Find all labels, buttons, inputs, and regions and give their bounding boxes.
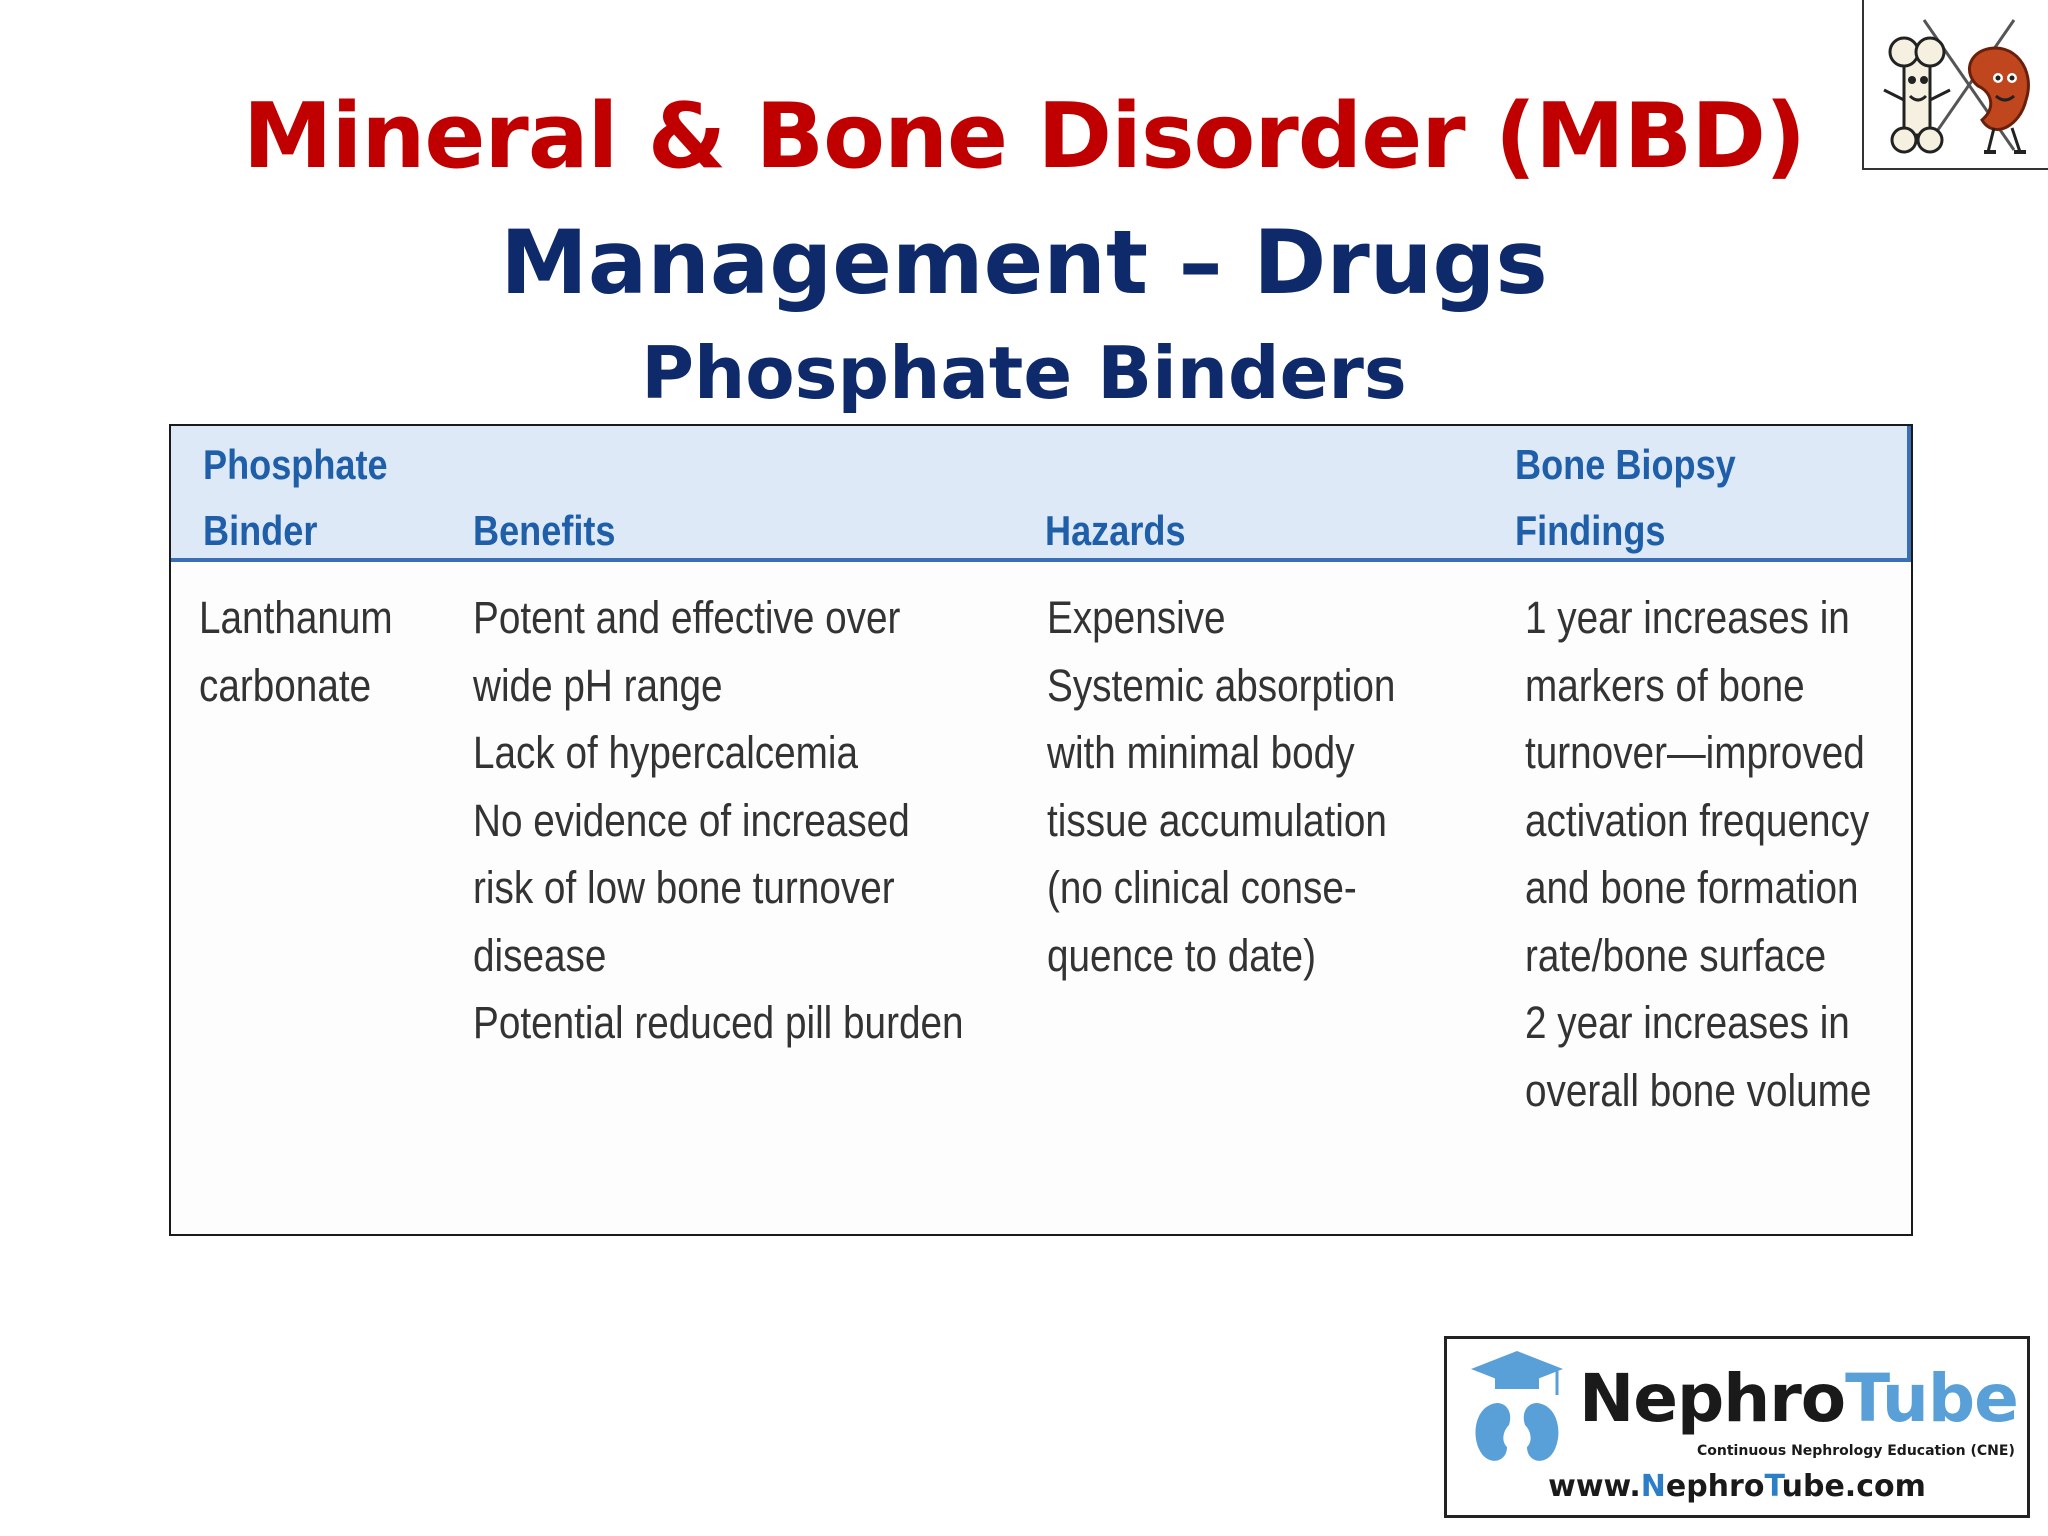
cell-bone-biopsy-findings: 1 year increases in markers of bone turnover—improved activation frequency and bone formation rate/bone surface 2 year increases in overall bone volume [1525, 592, 1872, 1116]
cell-binder: Lanthanum carbonate [199, 592, 393, 711]
slide-title: Mineral & Bone Disorder (MBD) [242, 84, 1806, 189]
section-title: Phosphate Binders [641, 331, 1407, 415]
slide-subtitle: Management – Drugs [500, 211, 1548, 314]
header-phosphate-binder: Phosphate Binder [203, 441, 388, 554]
logo-url: www.NephroTube.com [1548, 1469, 1926, 1504]
header-benefits: Benefits [473, 507, 616, 554]
logo-tagline: Continuous Nephrology Education (CNE) [1697, 1443, 2015, 1459]
nephrotube-logo [1444, 1336, 2030, 1518]
header-bone-biopsy-findings: Bone Biopsy Findings [1515, 441, 1736, 554]
logo-wordmark: NephroTube [1579, 1360, 2018, 1437]
graduation-cap-kidneys-icon [1467, 1347, 1567, 1475]
bone-kidney-cartoon-icon [1862, 0, 2048, 170]
header-hazards: Hazards [1045, 507, 1186, 554]
cell-hazards: Expensive Systemic absorption with minimal body tissue accumulation (no clinical conse- quence to date) [1047, 592, 1396, 981]
phosphate-binder-table [169, 424, 1913, 1236]
cell-benefits: Potent and effective over wide pH range Lack of hypercalcemia No evidence of increased risk of low bone turnover disease Potential reduced pill burden [473, 592, 964, 1048]
table-header [171, 426, 1911, 562]
